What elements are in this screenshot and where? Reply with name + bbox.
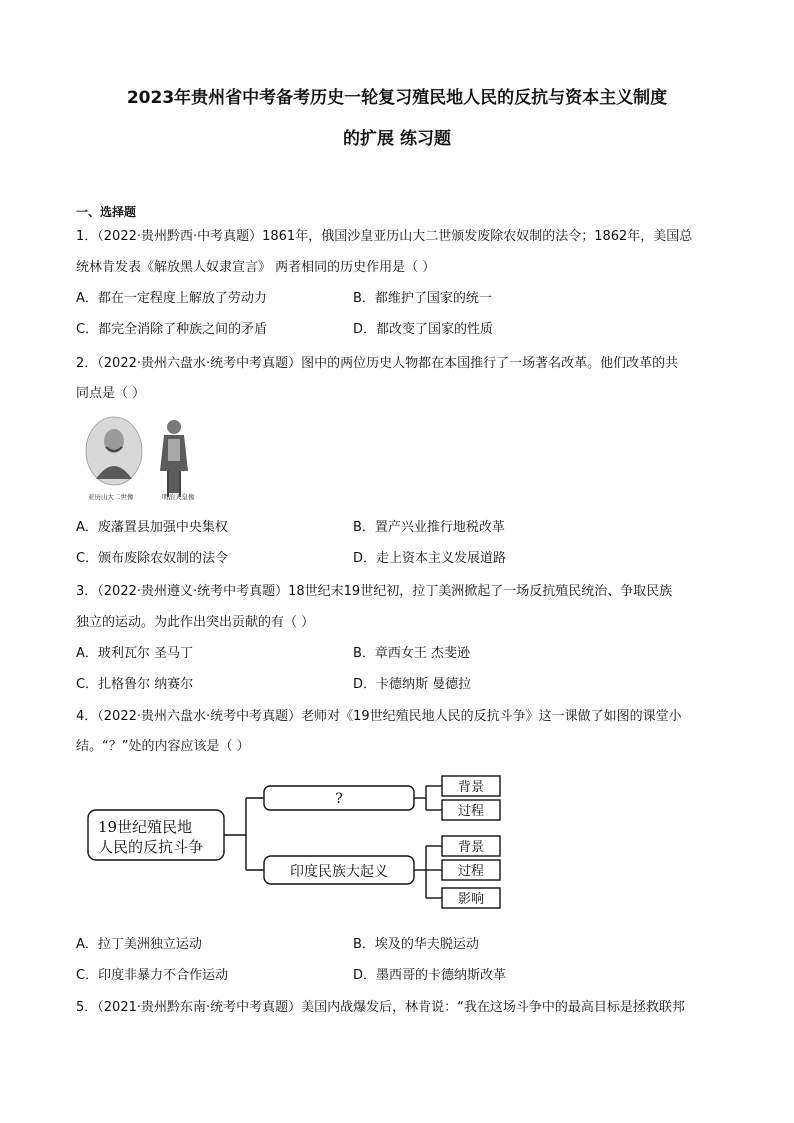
q1-option-a: A．都在一定程度上解放了劳动力 — [76, 291, 267, 306]
q5-stem-line1: 5．（2021·贵州黔东南·统考中考真题）美国内战爆发后，林肯说：“我在这场斗争中的最高目标是拯救联邦 — [76, 1000, 685, 1015]
q1-stem-line1: 1．（2022·贵州黔西·中考真题）1861年，俄国沙皇亚历山大二世颁发废除农奴制的法令；1862年，美国总 — [76, 229, 693, 244]
q4-stem-line1: 4．（2022·贵州六盘水·统考中考真题）老师对《19世纪殖民地人民的反抗斗争》这一课做了如图的课堂小 — [76, 709, 682, 724]
q2-option-a: A．废藩置县加强中央集权 — [76, 520, 228, 535]
q1-stem-line2: 统林肯发表《解放黑人奴隶宣言》 两者相同的历史作用是（ ） — [76, 260, 436, 275]
q1-option-c: C．都完全消除了种族之间的矛盾 — [76, 322, 268, 337]
diagram-bottom-leaf3: 影响 — [457, 892, 485, 907]
q3-option-c: C．扎格鲁尔 纳赛尔 — [76, 677, 194, 692]
summary-diagram — [86, 770, 516, 916]
doc-title-line2: 的扩展 练习题 — [343, 129, 451, 149]
caption-right: 明治天皇像 — [162, 493, 195, 501]
doc-title-line1: 2023年贵州省中考备考历史一轮复习殖民地人民的反抗与资本主义制度 — [126, 88, 668, 108]
diagram-top-leaf2: 过程 — [457, 804, 485, 819]
q1-option-b: B．都维护了国家的统一 — [353, 291, 492, 306]
portrait-alexander-ii — [86, 417, 142, 485]
q3-option-a: A．玻利瓦尔 圣马丁 — [76, 646, 194, 661]
q3-stem-line2: 独立的运动。为此作出突出贡献的有（ ） — [76, 615, 315, 630]
q1-option-d: D．都改变了国家的性质 — [353, 322, 494, 337]
diagram-root-line1: 19世纪殖民地 — [98, 818, 193, 836]
q2-option-b: B．置产兴业推行地税改革 — [353, 520, 505, 535]
q3-option-b: B．章西女王 杰斐逊 — [353, 646, 471, 661]
portraits-figure — [82, 413, 222, 503]
q2-stem-line2: 同点是（ ） — [76, 386, 146, 401]
q2-option-d: D．走上资本主义发展道路 — [353, 551, 507, 566]
q3-stem-line1: 3．（2022·贵州遵义·统考中考真题）18世纪末19世纪初，拉丁美洲掀起了一场反抗殖民统治、争取民族 — [76, 584, 673, 599]
q2-stem-line1: 2．（2022·贵州六盘水·统考中考真题）图中的两位历史人物都在本国推行了一场著名改革。他们改革的共 — [76, 356, 679, 371]
caption-left: 亚历山大二世像 — [88, 493, 134, 501]
q4-option-a: A．拉丁美洲独立运动 — [76, 937, 202, 952]
diagram-top-leaf1: 背景 — [457, 780, 485, 795]
portrait-meiji-emperor — [160, 420, 188, 497]
q4-option-d: D．墨西哥的卡德纳斯改革 — [353, 968, 507, 983]
section-heading: 一、选择题 — [76, 205, 137, 219]
q4-option-b: B．埃及的华夫脱运动 — [353, 937, 479, 952]
diagram-bottom-leaf2: 过程 — [457, 864, 485, 879]
diagram-branch-top: ? — [335, 791, 343, 807]
q2-option-c: C．颁布废除农奴制的法令 — [76, 551, 229, 566]
q4-option-c: C．印度非暴力不合作运动 — [76, 968, 229, 983]
diagram-root-line2: 人民的反抗斗争 — [98, 838, 204, 856]
q3-option-d: D．卡德纳斯 曼德拉 — [353, 677, 472, 692]
diagram-branch-bottom: 印度民族大起义 — [290, 864, 388, 880]
diagram-bottom-leaf1: 背景 — [457, 840, 485, 855]
q4-stem-line2: 结。“？”处的内容应该是（ ） — [76, 739, 250, 754]
